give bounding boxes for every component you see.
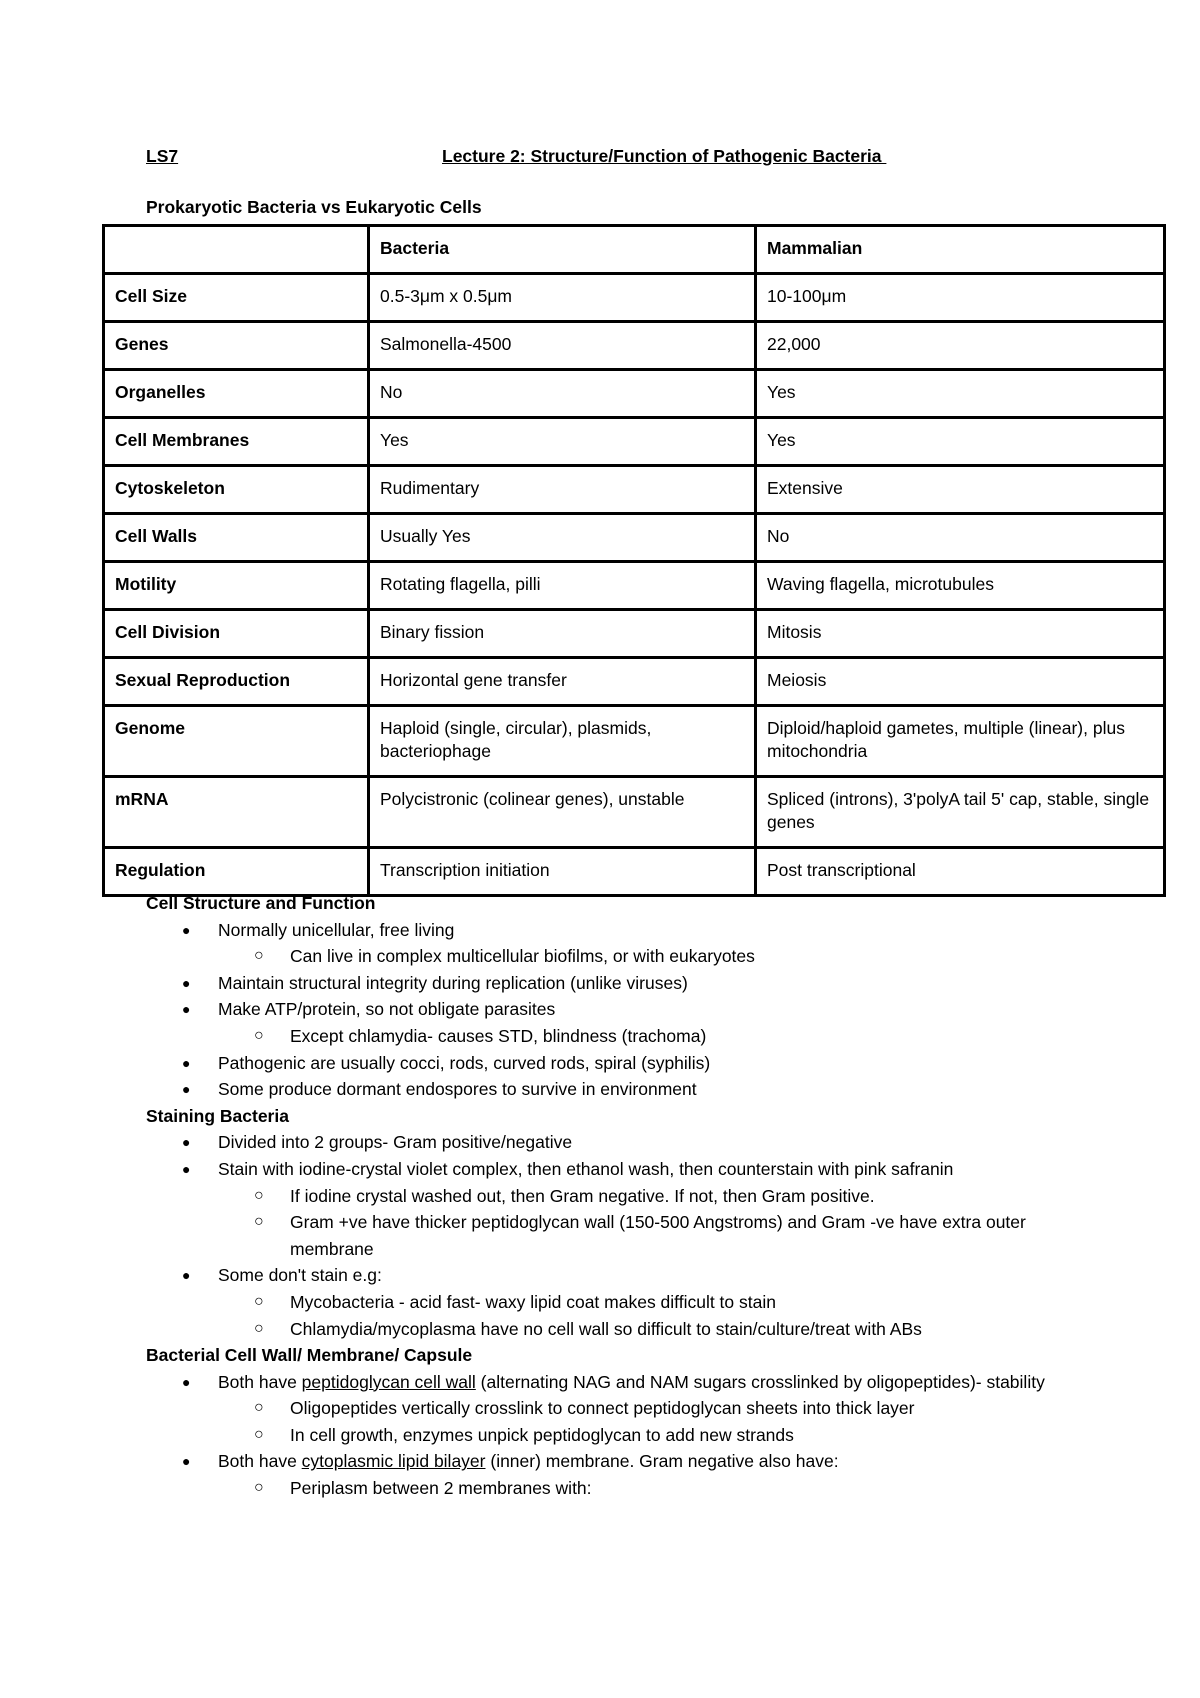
hollow-bullet-icon: ○ <box>254 1425 264 1443</box>
table-cell: Yes <box>369 418 756 466</box>
bullet-list <box>146 1129 1106 1342</box>
table-cell: Meiosis <box>756 658 1165 706</box>
table-row <box>104 706 1165 777</box>
page-header <box>146 146 1046 172</box>
sub-list-item <box>218 1023 1106 1050</box>
table-cell: Haploid (single, circular), plasmids, bacteriophage <box>369 706 756 777</box>
bullet-icon: ● <box>182 974 191 991</box>
list-item-text: Make ATP/protein, so not obligate parasites <box>218 999 556 1020</box>
bullet-icon: ● <box>182 1453 191 1470</box>
sub-bullet-list <box>218 1023 1106 1050</box>
table-row <box>104 370 1165 418</box>
row-label-cell: Genes <box>104 322 369 370</box>
table-cell: Transcription initiation <box>369 848 756 896</box>
row-label-cell: Cell Size <box>104 274 369 322</box>
table-cell: Polycistronic (colinear genes), unstable <box>369 777 756 848</box>
table-row <box>104 418 1165 466</box>
table-cell: Rudimentary <box>369 466 756 514</box>
table-cell: Horizontal gene transfer <box>369 658 756 706</box>
list-item-text: Stain with iodine-crystal violet complex, then ethanol wash, then counterstain with pink safranin <box>218 1158 954 1179</box>
list-item-text: Both have <box>218 1371 302 1392</box>
list-item <box>146 1262 1106 1342</box>
bullet-icon: ● <box>182 1081 191 1098</box>
table-heading: Prokaryotic Bacteria vs Eukaryotic Cells <box>146 197 482 217</box>
section-heading: Staining Bacteria <box>146 1105 289 1126</box>
sub-list-item-text: If iodine crystal washed out, then Gram negative. If not, then Gram positive. <box>290 1185 875 1206</box>
list-item <box>146 1129 1106 1156</box>
table-cell: 10-100μm <box>756 274 1165 322</box>
hollow-bullet-icon: ○ <box>254 1399 264 1417</box>
bullet-list <box>146 1369 1106 1502</box>
section-heading: Bacterial Cell Wall/ Membrane/ Capsule <box>146 1345 473 1366</box>
table-row <box>104 514 1165 562</box>
table-row <box>104 848 1165 896</box>
table-cell: Spliced (introns), 3'polyA tail 5' cap, stable, single genes <box>756 777 1165 848</box>
sub-list-item-text: Except chlamydia- causes STD, blindness (trachoma) <box>290 1025 707 1046</box>
lecture-title: Lecture 2: Structure/Function of Pathogenic Bacteria <box>442 146 887 166</box>
hollow-bullet-icon: ○ <box>254 947 264 965</box>
list-item-text: Normally unicellular, free living <box>218 919 455 940</box>
bullet-icon: ● <box>182 1267 191 1284</box>
hollow-bullet-icon: ○ <box>254 1026 264 1044</box>
table-cell: Post transcriptional <box>756 848 1165 896</box>
bullet-icon: ● <box>182 1373 191 1390</box>
sub-list-item-text: Oligopeptides vertically crosslink to connect peptidoglycan sheets into thick layer <box>290 1398 915 1419</box>
table-cell: Extensive <box>756 466 1165 514</box>
table-header-cell: Bacteria <box>369 226 756 274</box>
list-item <box>146 1369 1106 1449</box>
list-item-text: Some don't stain e.g: <box>218 1265 382 1286</box>
sub-list-item <box>218 1422 1106 1449</box>
list-item <box>146 1448 1106 1501</box>
list-item <box>146 1050 1106 1077</box>
table-header-row <box>104 226 1165 274</box>
sub-list-item-text: Mycobacteria - acid fast- waxy lipid coat makes difficult to stain <box>290 1291 776 1312</box>
row-label-cell: Cell Membranes <box>104 418 369 466</box>
table-row <box>104 274 1165 322</box>
table-cell: No <box>369 370 756 418</box>
table-cell: Diploid/haploid gametes, multiple (linear), plus mitochondria <box>756 706 1165 777</box>
row-label-cell: Genome <box>104 706 369 777</box>
table-row <box>104 777 1165 848</box>
table-header-cell: Mammalian <box>756 226 1165 274</box>
list-item-text: Some produce dormant endospores to survive in environment <box>218 1079 697 1100</box>
bullet-list <box>146 917 1106 1103</box>
sub-bullet-list <box>218 943 1106 970</box>
sub-list-item-text: In cell growth, enzymes unpick peptidoglycan to add new strands <box>290 1424 794 1445</box>
table-cell: 22,000 <box>756 322 1165 370</box>
sub-list-item-text: Can live in complex multicellular biofilms, or with eukaryotes <box>290 946 755 967</box>
sub-bullet-list <box>218 1395 1106 1448</box>
section-heading: Cell Structure and Function <box>146 893 376 913</box>
table-cell: Yes <box>756 370 1165 418</box>
sub-bullet-list <box>218 1475 1106 1502</box>
row-label-cell: Cell Walls <box>104 514 369 562</box>
bullet-icon: ● <box>182 921 191 938</box>
row-label-cell: Cell Division <box>104 610 369 658</box>
bullet-icon: ● <box>182 1134 191 1151</box>
sub-list-item-text: Gram +ve have thicker peptidoglycan wall (150-500 Angstroms) and Gram -ve have extra outer membrane <box>290 1212 1026 1259</box>
table-cell: Salmonella-4500 <box>369 322 756 370</box>
sub-bullet-list <box>218 1183 1106 1263</box>
list-item-text: Both have <box>218 1451 302 1472</box>
sub-list-item <box>218 943 1106 970</box>
hollow-bullet-icon: ○ <box>254 1479 264 1497</box>
sub-bullet-list <box>218 1289 1106 1342</box>
hollow-bullet-icon: ○ <box>254 1292 264 1310</box>
table-cell: Usually Yes <box>369 514 756 562</box>
sub-list-item-text: Chlamydia/mycoplasma have no cell wall so difficult to stain/culture/treat with ABs <box>290 1318 922 1339</box>
bullet-icon: ● <box>182 1001 191 1018</box>
row-label-cell: Cytoskeleton <box>104 466 369 514</box>
list-item-text: Divided into 2 groups- Gram positive/negative <box>218 1132 573 1153</box>
hollow-bullet-icon: ○ <box>254 1319 264 1337</box>
row-label-cell: Organelles <box>104 370 369 418</box>
list-item <box>146 1076 1106 1103</box>
lecture-notes <box>146 890 1106 1502</box>
sub-list-item <box>218 1209 1106 1262</box>
list-item <box>146 1156 1106 1262</box>
row-label-cell: Sexual Reproduction <box>104 658 369 706</box>
sub-list-item <box>218 1183 1106 1210</box>
table-cell: Binary fission <box>369 610 756 658</box>
table-cell: No <box>756 514 1165 562</box>
row-label-cell: Motility <box>104 562 369 610</box>
sub-list-item <box>218 1289 1106 1316</box>
sub-list-item-text: Periplasm between 2 membranes with: <box>290 1478 592 1499</box>
row-label-cell: mRNA <box>104 777 369 848</box>
table-row <box>104 562 1165 610</box>
table-cell: Rotating flagella, pilli <box>369 562 756 610</box>
hollow-bullet-icon: ○ <box>254 1213 264 1231</box>
underlined-term: cytoplasmic lipid bilayer <box>301 1451 486 1472</box>
list-item <box>146 996 1106 1049</box>
bullet-icon: ● <box>182 1054 191 1071</box>
table-cell: Waving flagella, microtubules <box>756 562 1165 610</box>
table-cell: Mitosis <box>756 610 1165 658</box>
list-item-text: (inner) membrane. Gram negative also have: <box>485 1451 839 1472</box>
table-row <box>104 658 1165 706</box>
hollow-bullet-icon: ○ <box>254 1186 264 1204</box>
table-row <box>104 610 1165 658</box>
list-item-text: Maintain structural integrity during replication (unlike viruses) <box>218 972 688 993</box>
row-label-cell: Regulation <box>104 848 369 896</box>
table-row <box>104 466 1165 514</box>
sub-list-item <box>218 1316 1106 1343</box>
list-item-text: (alternating NAG and NAM sugars crosslinked by oligopeptides)- stability <box>475 1371 1045 1392</box>
course-code: LS7 <box>146 146 179 166</box>
table-header-cell <box>104 226 369 274</box>
list-item-text: Pathogenic are usually cocci, rods, curved rods, spiral (syphilis) <box>218 1052 711 1073</box>
table-row <box>104 322 1165 370</box>
sub-list-item <box>218 1475 1106 1502</box>
table-cell: 0.5-3μm x 0.5μm <box>369 274 756 322</box>
comparison-table <box>102 224 1166 897</box>
table-cell: Yes <box>756 418 1165 466</box>
list-item <box>146 970 1106 997</box>
bullet-icon: ● <box>182 1160 191 1177</box>
list-item <box>146 917 1106 970</box>
underlined-term: peptidoglycan cell wall <box>301 1371 476 1392</box>
sub-list-item <box>218 1395 1106 1422</box>
